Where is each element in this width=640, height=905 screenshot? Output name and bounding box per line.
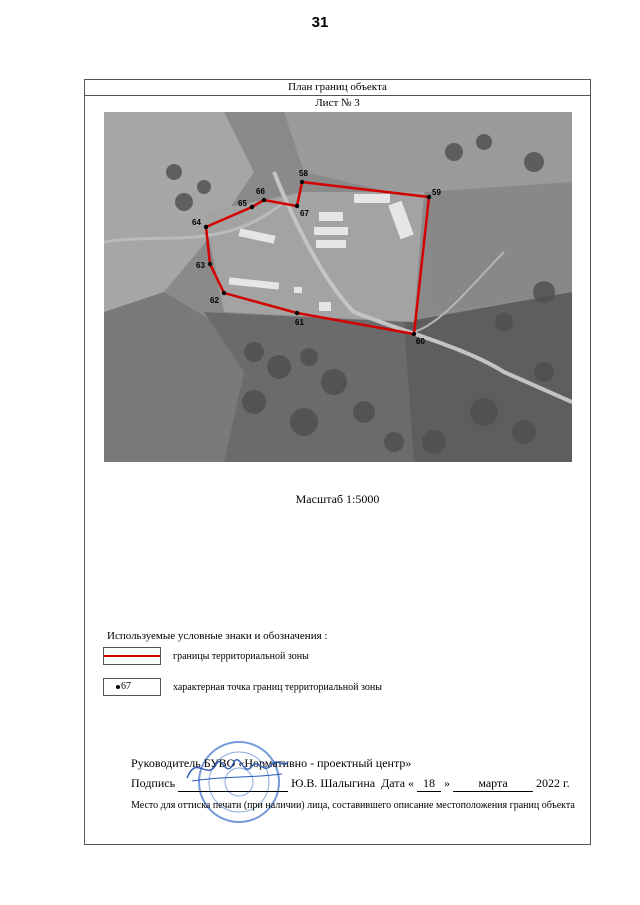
boundary-point-59 (427, 195, 431, 199)
point-label-62: 62 (210, 296, 219, 305)
boundary-point-62 (222, 291, 226, 295)
date-month: марта (453, 776, 533, 792)
boundary-point-63 (208, 262, 212, 266)
boundary-point-66 (262, 198, 266, 202)
stamp-note: Место для оттиска печати (при наличии) лица, составившего описание местоположения границ объекта (131, 800, 575, 811)
signer-name: Ю.В. Шалыгина (291, 776, 376, 790)
boundary-point-67 (295, 204, 299, 208)
point-label-60: 60 (416, 337, 425, 346)
point-label-65: 65 (238, 199, 247, 208)
point-label-61: 61 (295, 318, 304, 327)
aerial-map (104, 112, 572, 462)
boundary-point-60 (412, 332, 416, 336)
sheet-label: Лист № 3 (315, 97, 360, 109)
legend-point-text: характерная точка границ территориальной зоны (173, 682, 382, 693)
legend-boundary-text: границы территориальной зоны (173, 651, 309, 662)
frame-title: План границ объекта (85, 80, 590, 96)
point-label-66: 66 (256, 187, 265, 196)
boundary-point-61 (295, 311, 299, 315)
head-line: Руководитель БУВО «Нормативно - проектный центр» (131, 756, 412, 770)
point-label-67: 67 (300, 209, 309, 218)
date-day: 18 (417, 776, 441, 792)
point-label-59: 59 (432, 188, 441, 197)
date-year: 2022 г. (536, 776, 570, 790)
page-number: 31 (311, 14, 329, 31)
date-quote: » (444, 776, 451, 790)
aerial-photo (104, 112, 572, 462)
point-label-64: 64 (192, 218, 201, 227)
point-label-58: 58 (299, 169, 308, 178)
boundary-point-58 (300, 180, 304, 184)
date-label: Дата « (381, 776, 415, 790)
scale-label: Масштаб 1:5000 (295, 492, 380, 506)
legend-point-number: 67 (121, 681, 131, 692)
point-label-63: 63 (196, 261, 205, 270)
plan-frame (84, 79, 591, 845)
legend-boundary-sample (103, 647, 161, 665)
legend-point-sample (103, 678, 161, 696)
handwritten-signature (182, 748, 292, 788)
sign-label: Подпись (131, 776, 176, 790)
legend-title: Используемые условные знаки и обозначения : (107, 630, 328, 642)
point-dot-icon (116, 685, 120, 689)
boundary-point-64 (204, 225, 208, 229)
boundary-point-65 (250, 205, 254, 209)
